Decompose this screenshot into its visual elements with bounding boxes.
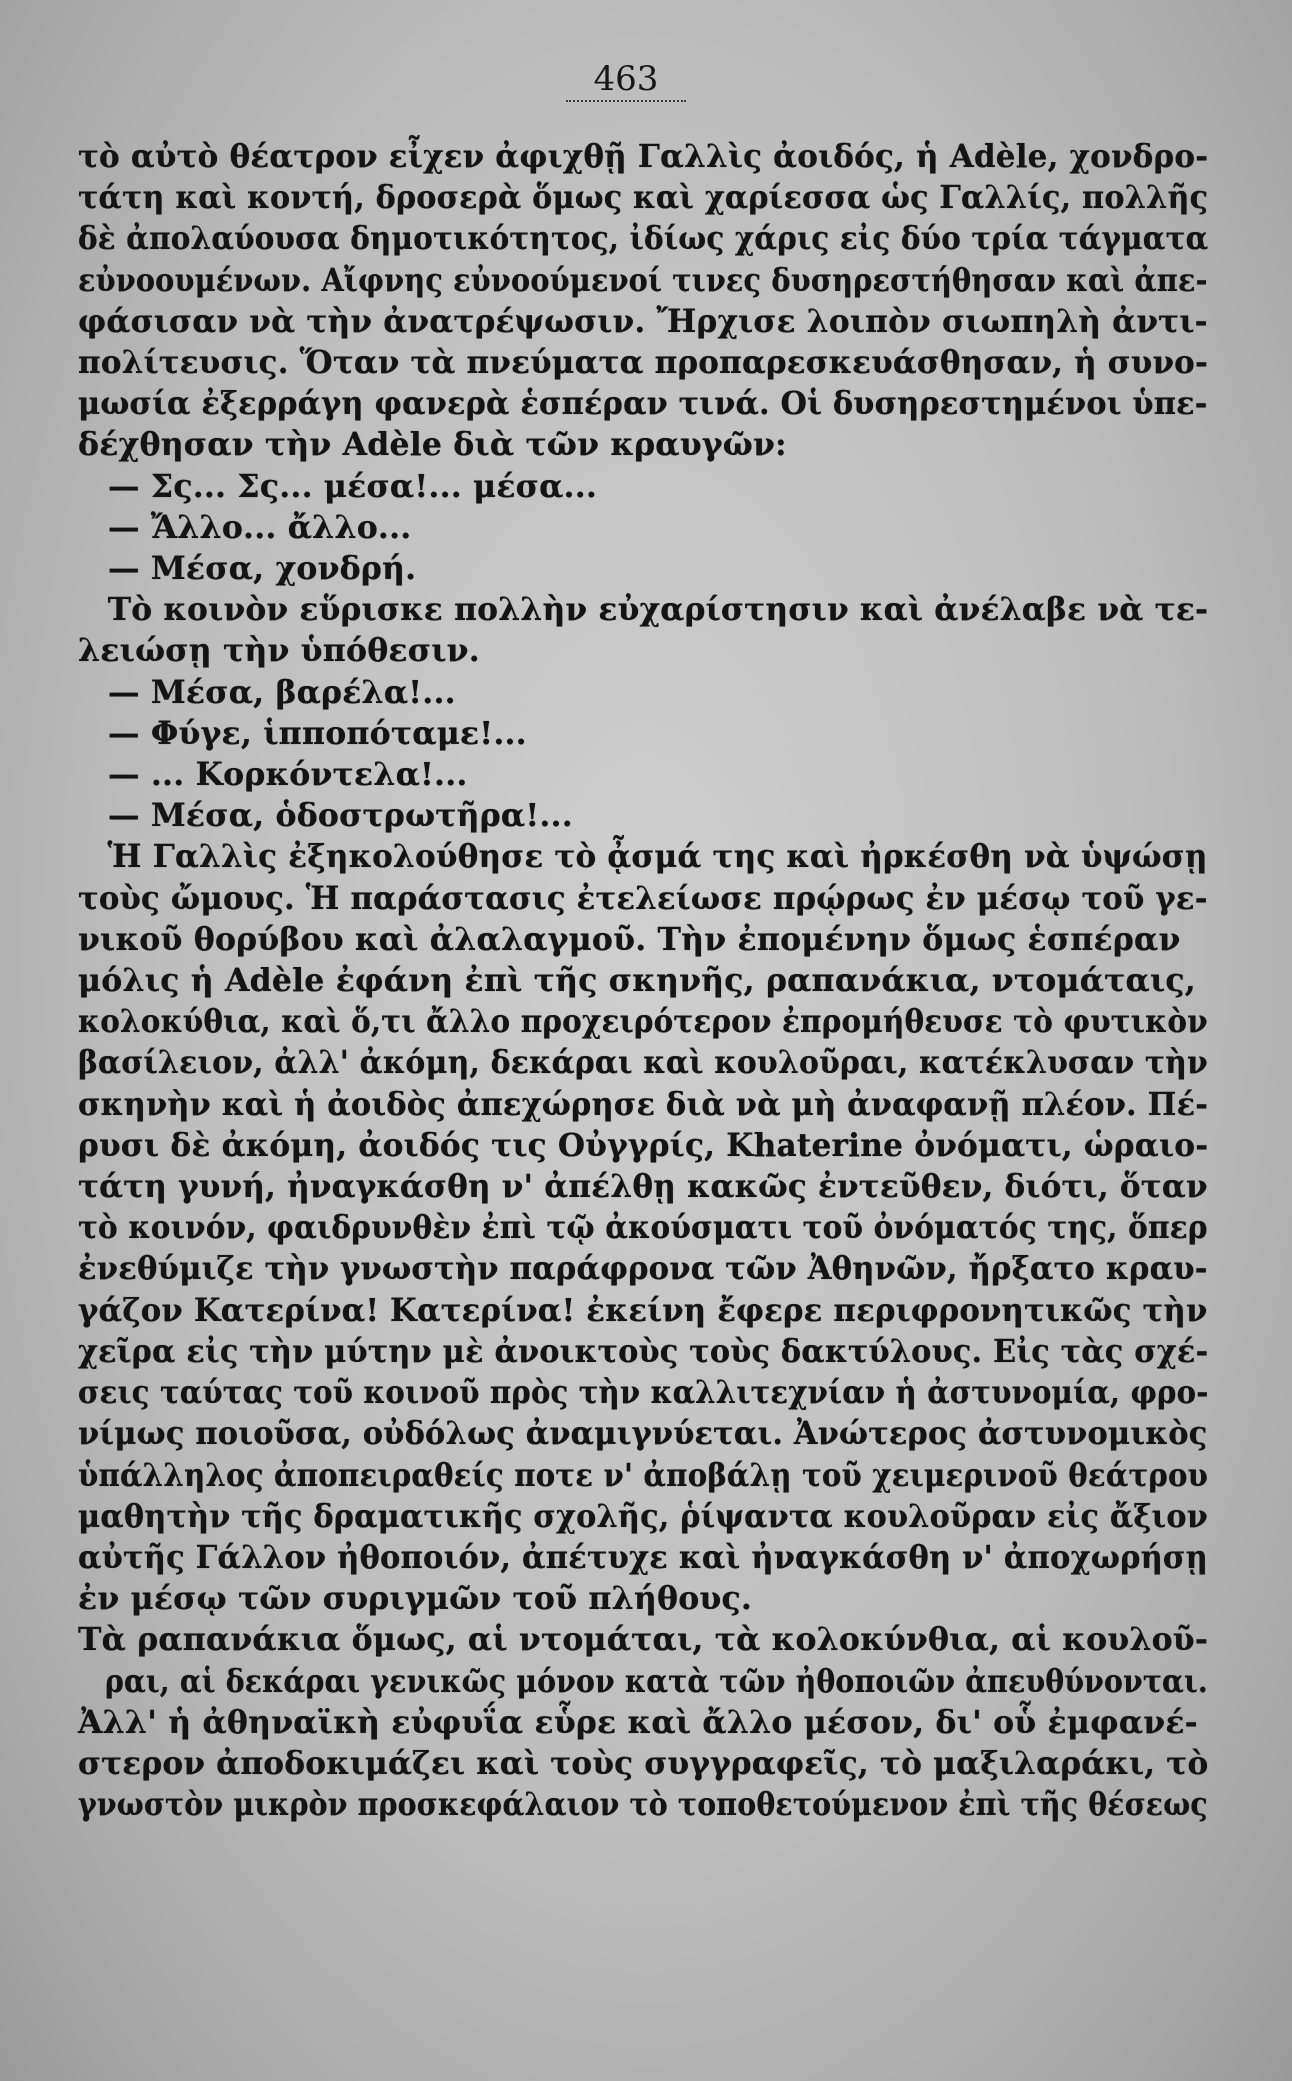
text-line: Ἡ Γαλλὶς ἐξηκολούθησε τὸ ᾆσμά της καὶ ἠρκέσθη νὰ ὑψώσῃ xyxy=(107,838,1208,876)
text-line: — Μέσα, χονδρή. xyxy=(108,550,417,588)
text-line: — Μέσα, βαρέλα!... xyxy=(108,673,456,711)
body-text xyxy=(78,136,1209,1825)
text-line: σεις ταύτας τοῦ κοινοῦ πρὸς τὴν καλλιτεχνίαν ἡ ἀστυνομία, φρο- xyxy=(78,1374,1209,1412)
text-line: — Μέσα, ὁδοστρωτῆρα!... xyxy=(108,797,573,835)
text-line: νίμως ποιοῦσα, οὐδόλως ἀναμιγνύεται. Ἀνώτερος ἀστυνομικὸς xyxy=(78,1415,1208,1453)
text-line: γνωστὸν μικρὸν προσκεφάλαιον τὸ τοποθετούμενον ἐπὶ τῆς θέσεως xyxy=(78,1786,1208,1824)
text-line: γάζον Κατερίνα! Κατερίνα! ἐκείνη ἔφερε περιφρονητικῶς τὴν xyxy=(78,1291,1208,1329)
text-line: — Φύγε, ἱπποπόταμε!... xyxy=(108,714,527,752)
page-number: 463 xyxy=(566,62,686,102)
text-line: λειώσῃ τὴν ὑπόθεσιν. xyxy=(78,632,480,670)
text-line: χεῖρα εἰς τὴν μύτην μὲ ἀνοικτοὺς τοὺς δακτύλους. Εἰς τὰς σχέ- xyxy=(78,1332,1209,1370)
text-line: ραι, αἱ δεκάραι γενικῶς μόνον κατὰ τῶν ἠθοποιῶν ἀπευθύνονται. xyxy=(104,1662,1208,1700)
text-line: — Ἄλλο... ἄλλο... xyxy=(108,508,412,546)
text-line: — ... Κορκόντελα!... xyxy=(108,756,468,794)
text-line: νικοῦ θορύβου καὶ ἀλαλαγμοῦ. Τὴν ἐπομένην ὅμως ἑσπέραν xyxy=(78,920,1181,958)
text-line: πολίτευσις. Ὅταν τὰ πνεύματα προπαρεσκευάσθησαν, ἡ συνο- xyxy=(78,344,1209,382)
text-line: δὲ ἀπολαύουσα δημοτικότητος, ἰδίως χάρις εἰς δύο τρία τάγματα xyxy=(78,220,1209,258)
text-line: σκηνὴν καὶ ἡ ἀοιδὸς ἀπεχώρησε διὰ νὰ μὴ ἀναφανῇ πλέον. Πέ- xyxy=(78,1085,1209,1123)
text-line: εὐνοουμένων. Αἴφνης εὐνοούμενοί τινες δυσηρεστήθησαν καὶ ἀπε- xyxy=(78,261,1208,299)
text-line: αὐτῆς Γάλλον ἠθοποιόν, ἀπέτυχε καὶ ἠναγκάσθη ν' ἀποχωρήσῃ xyxy=(78,1538,1208,1576)
text-line: ἐν μέσῳ τῶν συριγμῶν τοῦ πλήθους. xyxy=(78,1580,753,1618)
text-line: ὑπάλληλος ἀποπειραθείς ποτε ν' ἀποβάλῃ τοῦ χειμερινοῦ θεάτρου xyxy=(78,1456,1209,1494)
text-line: τοὺς ὤμους. Ἡ παράστασις ἐτελείωσε πρῴρως ἐν μέσῳ τοῦ γε- xyxy=(78,879,1208,917)
text-line: — Σς... Σς... μέσα!... μέσα... xyxy=(108,467,598,505)
text-line: Τὰ ραπανάκια ὅμως, αἱ ντομάται, τὰ κολοκύνθια, αἱ κουλοῦ- xyxy=(78,1621,1209,1659)
text-line: δέχθησαν τὴν Adèle διὰ τῶν κραυγῶν: xyxy=(78,426,787,464)
text-line: τάτη καὶ κοντή, δροσερὰ ὅμως καὶ χαρίεσσα ὡς Γαλλίς, πολλῆς xyxy=(78,179,1209,217)
text-line: τὸ αὐτὸ θέατρον εἶχεν ἀφιχθῇ Γαλλὶς ἀοιδός, ἡ Adèle, χονδρο- xyxy=(78,138,1209,175)
text-line: βασίλειον, ἀλλ' ἀκόμη, δεκάραι καὶ κουλοῦραι, κατέκλυσαν τὴν xyxy=(78,1044,1208,1082)
text-line: μόλις ἡ Adèle ἐφάνη ἐπὶ τῆς σκηνῆς, ραπανάκια, ντομάταις, xyxy=(78,962,1196,1000)
text-line: στερον ἀποδοκιμάζει καὶ τοὺς συγγραφεῖς, τὸ μαξιλαράκι, τὸ xyxy=(78,1744,1209,1782)
text-line: φάσισαν νὰ τὴν ἀνατρέψωσιν. Ἤρχισε λοιπὸν σιωπηλὴ ἀντι- xyxy=(78,302,1208,340)
text-line: μαθητὴν τῆς δραματικῆς σχολῆς, ῥίψαντα κουλοῦραν εἰς ἄξιον xyxy=(78,1497,1208,1535)
text-line: Τὸ κοινὸν εὕρισκε πολλὴν εὐχαρίστησιν καὶ ἀνέλαβε νὰ τε- xyxy=(107,591,1209,629)
text-line: μωσία ἐξερράγη φανερὰ ἑσπέραν τινά. Οἱ δυσηρεστημένοι ὑπε- xyxy=(78,385,1208,423)
text-line: τὸ κοινόν, φαιδρυνθὲν ἐπὶ τῷ ἀκούσματι τοῦ ὀνόματός της, ὅπερ xyxy=(78,1209,1208,1247)
text-line: κολοκύθια, καὶ ὅ,τι ἄλλο προχειρότερον ἐπρομήθευσε τὸ φυτικὸν xyxy=(78,1003,1208,1041)
text-line: Ἀλλ' ἡ ἀθηναϊκὴ εὐφυΐα εὗρε καὶ ἄλλο μέσον, δι' οὗ ἐμφανέ- xyxy=(78,1703,1198,1741)
text-line: τάτη γυνή, ἠναγκάσθη ν' ἀπέλθῃ κακῶς ἐντεῦθεν, διότι, ὅταν xyxy=(78,1168,1208,1206)
text-line: ρυσι δὲ ἀκόμη, ἀοιδός τις Οὐγγρίς, Khaterine ὀνόματι, ὡραιο- xyxy=(78,1126,1209,1164)
text-line: ἐνεθύμιζε τὴν γνωστὴν παράφρονα τῶν Ἀθηνῶν, ἤρξατο κραυ- xyxy=(78,1250,1208,1288)
